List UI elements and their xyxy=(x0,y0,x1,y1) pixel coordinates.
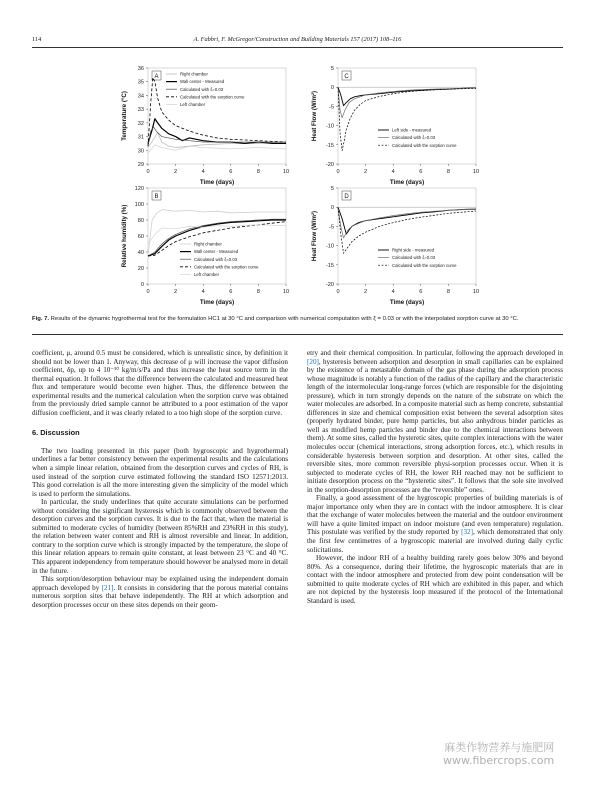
figure-caption-label: Fig. 7. xyxy=(32,316,50,322)
x-tick-label: 6 xyxy=(229,289,233,295)
section-heading: 6. Discussion xyxy=(32,428,80,438)
legend-label: Calculated with the sorption curve xyxy=(392,262,457,268)
y-axis-label: Temperature (°C) xyxy=(121,91,128,141)
chart-panel-d xyxy=(300,180,490,308)
legend-label: Calculated with the sorption curve xyxy=(392,142,457,148)
panel-label: D xyxy=(344,194,349,200)
x-tick-label: 4 xyxy=(201,169,205,175)
x-axis-label: Time (days) xyxy=(199,299,235,306)
watermark-line: www.fibercrops.com xyxy=(443,754,555,767)
series-line xyxy=(338,207,476,234)
y-axis-label: Heat Flow (W/m²) xyxy=(311,90,318,142)
x-tick-label: 8 xyxy=(256,289,260,295)
x-tick-label: 2 xyxy=(174,289,178,295)
citation-link[interactable]: [32] xyxy=(461,528,473,537)
y-tick-label: -15 xyxy=(325,142,334,149)
x-tick-label: 2 xyxy=(364,289,368,295)
x-axis-label: Time (days) xyxy=(389,179,425,186)
panel-label: C xyxy=(344,74,349,80)
plot-frame xyxy=(338,188,476,284)
y-tick-label: 5 xyxy=(330,186,334,192)
legend-label: Right side - measured xyxy=(392,247,435,253)
y-tick-label: 100 xyxy=(134,202,144,208)
plot-frame xyxy=(148,188,286,284)
legend-label: Calculated with the sorption curve xyxy=(180,94,245,100)
paragraph xyxy=(307,494,563,554)
citation-link[interactable]: [20] xyxy=(307,357,319,366)
y-tick-label: -10 xyxy=(325,243,334,250)
paragraph-text: This sorption/desorption behaviour may be explained using the independent domain approach developed by xyxy=(32,575,288,592)
x-axis-label: Time (days) xyxy=(199,179,235,186)
y-axis-label: Heat Flow (W/m²) xyxy=(311,210,318,262)
x-tick-label: 0 xyxy=(336,169,340,175)
y-tick-label: -20 xyxy=(325,162,334,168)
y-tick-label: 0 xyxy=(140,282,144,288)
plot-frame xyxy=(338,68,476,164)
y-tick-label: 40 xyxy=(137,250,144,256)
y-tick-label: 5 xyxy=(330,66,334,72)
series-line xyxy=(148,132,286,147)
right-text-column xyxy=(307,349,563,605)
x-tick-label: 0 xyxy=(336,289,340,295)
legend-label: Right chamber xyxy=(194,241,222,247)
y-tick-label: 33 xyxy=(137,107,144,114)
y-tick-label: 0 xyxy=(330,205,334,212)
legend-label: Calculated with ξ=0.03 xyxy=(194,256,238,262)
chart-panel-b xyxy=(110,180,300,308)
legend-label: Calculated with the sorption curve xyxy=(194,264,259,270)
paragraph-text: . It consists in considering that the porous material contains numerous sorption sites that behave independently. The RH at which adsorption and desorption processes occur on these sites depends on their geom- xyxy=(32,583,288,609)
paragraph xyxy=(32,575,288,609)
paragraph-text: etry and their chemical composition. In particular, following the approach developed in xyxy=(307,349,563,357)
paragraph xyxy=(307,349,563,494)
header-rule xyxy=(32,47,563,48)
y-tick-label: 60 xyxy=(137,234,144,240)
x-tick-label: 4 xyxy=(201,289,205,295)
legend-label: Left side - measured xyxy=(392,127,432,133)
x-tick-label: 8 xyxy=(446,169,450,175)
paragraph-text: , hysteresis between adsorption and desorption in small capillaries can be explained by the existence of a metastable domain of the gas phase during the adsorption process whose magnitude is notably a function of the radius of the capillary and the characteristic length of the intermolecular long-range forces (which are responsible for the disjointing pressure), which in turn strongly depends on the nature of the substrate on which the water molecules are adsorbed. In a composite material such as hemp concrete, substantial differences in size and chemical composition exist between the several adsorption sites (properly hydrated binder, pure hemp particles, but also anhydrous binder particles as well as modified hemp particles and binder due to the chemical interactions between them). At some sites, called the hysteretic sites, quite complex interactions with the water molecules occur (chemical interactions, strong adsorption forces, etc.), which results in considerable hysteresis between sorption and desorption. At other sites, called the reversible sites, more common reversible physi-sorption processes occur. When it is subjected to moderate cycles of RH, the lower RH reached may not be sufficient to initiate desorption process on the “hysteretic sites”. It follows that the sole site involved in the sorption-desorption processes are the “reversible” ones. xyxy=(307,357,563,494)
x-tick-label: 10 xyxy=(472,289,480,295)
page-number: 114 xyxy=(32,36,42,43)
legend-label: Left chamber xyxy=(194,272,220,277)
chart-panel-a xyxy=(110,60,300,188)
legend-label: Right chamber xyxy=(180,71,208,77)
y-tick-label: 0 xyxy=(330,85,334,92)
caption-rule xyxy=(32,334,563,335)
legend-label: Wall center - Measured xyxy=(180,79,225,85)
y-tick-label: -5 xyxy=(329,104,334,111)
legend-label: Calculated with ξ=0.03 xyxy=(180,86,224,92)
x-tick-label: 6 xyxy=(419,169,423,175)
x-tick-label: 10 xyxy=(282,289,290,295)
y-tick-label: 120 xyxy=(134,186,144,192)
legend-label: Wall center - Measured xyxy=(194,249,239,255)
x-tick-label: 0 xyxy=(146,169,150,175)
chart-panel-c xyxy=(300,60,490,188)
y-tick-label: -5 xyxy=(329,224,334,231)
figure-caption xyxy=(32,316,563,324)
x-tick-label: 6 xyxy=(419,289,423,295)
running-title: A. Fabbri, F. McGregor/Construction and Building Materials 157 (2017) 108–116 xyxy=(193,36,402,43)
y-tick-label: 34 xyxy=(137,93,144,100)
figure-caption-text: Results of the dynamic hygrothermal test for the formulation HC1 at 30 °C and comparison with numerical computation with ξ = 0.03 or with the interpolated sorption curve at 30 °C. xyxy=(50,316,519,322)
paragraph: coefficient, μ, around 0.5 must be considered, which is unrealistic since, by definition it should not be lower than 1. Anyway, this decrease of μ will increase the vapor diffusion coefficient, δp, up to 4 10⁻¹⁰ kg/m/s/Pa and thus increase the heat source term in the thermal equation. It follows that the difference between the calculated and measured heat flux and temperature would become even higher. Thus, the difference between the experimental results and the numerical calculation when the sorption curve was obtained from the previously dried sample cannot be attributed to a poor estimation of the vapor diffusion coefficient, and it was clearly related to a too high slope of the sorption curve. xyxy=(32,349,288,417)
series-line xyxy=(338,87,476,150)
legend-label: Calculated with ξ=0.03 xyxy=(392,255,436,261)
y-tick-label: -15 xyxy=(325,262,334,269)
y-tick-label: 29 xyxy=(137,162,144,168)
y-tick-label: 31 xyxy=(137,134,144,141)
y-axis-label: Relative humidity (%) xyxy=(121,204,128,268)
series-line xyxy=(338,207,476,253)
paragraph-text: Finally, a good assessment of the hygroscopic properties of building materials is of major importance only when they are in contact with the indoor atmosphere. It is clear that the exchange of water molecules between the material and the outdoor environment will have a quite limited impact on indoor moisture (and even temperature) regulation. This postulate was verified by the study reported by xyxy=(307,494,563,537)
series-line xyxy=(338,87,476,118)
y-tick-label: 30 xyxy=(137,148,144,155)
x-tick-label: 4 xyxy=(391,169,395,175)
x-tick-label: 10 xyxy=(472,169,480,175)
paragraph: The two loading presented in this paper (both hygroscopic and hygrothermal) underlines a far better consistency between the experimental results and the calculations when a simple linear relation, obtained from the desorption curves and cycles of RH, is used instead of the sorption curve estimated following the standard ISO 12571:2013. This good correlation is all the more interesting given the simplicity of the model which is used to perform the simulations. xyxy=(32,446,288,498)
paragraph-text: , which demonstrated that only the first few centimetres of a hygroscopic material are involved during daily cyclic solicitations. xyxy=(307,528,563,554)
left-text-column xyxy=(32,349,288,609)
x-tick-label: 2 xyxy=(364,169,368,175)
x-axis-label: Time (days) xyxy=(389,299,425,306)
y-tick-label: -20 xyxy=(325,282,334,288)
citation-link[interactable]: [21] xyxy=(101,583,114,592)
x-tick-label: 0 xyxy=(146,289,150,295)
x-tick-label: 6 xyxy=(229,169,233,175)
x-tick-label: 2 xyxy=(174,169,178,175)
legend-label: Calculated with ξ=0.03 xyxy=(392,135,436,141)
watermark-line: 麻类作物营养与施肥网 xyxy=(444,741,555,754)
watermark xyxy=(443,741,554,767)
y-tick-label: 32 xyxy=(137,120,144,127)
y-tick-label: 36 xyxy=(137,66,144,72)
paragraph: In particular, the study underlines that quite accurate simulations can be performed without considering the significant hysteresis which is commonly observed between the desorption curves and the sorption curves. It is due to the fact that, when the material is submitted to moderate cycles of humidity (between 85%RH and 23%RH in this study), the relation between water content and RH is almost reversible and linear. In addition, contrary to the sorption curve which is strongly impacted by the temperature, the slope of this linear relation appears to remain quite constant, at least between 23 °C and 40 °C. This apparent independency from temperature should however be analysed more in detail in the future. xyxy=(32,498,288,575)
x-tick-label: 10 xyxy=(282,169,290,175)
paragraph: However, the indoor RH of a healthy building rarely goes below 30% and beyond 80%. As a consequence, during their lifetime, the hygroscopic materials that are in contact with the indoor atmosphere and protected from dew point condensation will be submitted to quite moderate cycles of RH which are exhibited in this paper, and which are not depicted by the hysteresis loop measured if the protocol of the International Standard is used. xyxy=(307,554,563,605)
y-tick-label: 35 xyxy=(137,79,144,86)
x-tick-label: 8 xyxy=(446,289,450,295)
y-tick-label: -10 xyxy=(325,123,334,130)
panel-label: B xyxy=(154,194,159,200)
series-line xyxy=(148,119,286,144)
panel-label: A xyxy=(154,74,159,80)
y-tick-label: 80 xyxy=(137,218,144,224)
x-tick-label: 8 xyxy=(256,169,260,175)
x-tick-label: 4 xyxy=(391,289,395,295)
legend-label: Left chamber xyxy=(180,102,206,107)
y-tick-label: 20 xyxy=(137,266,144,272)
